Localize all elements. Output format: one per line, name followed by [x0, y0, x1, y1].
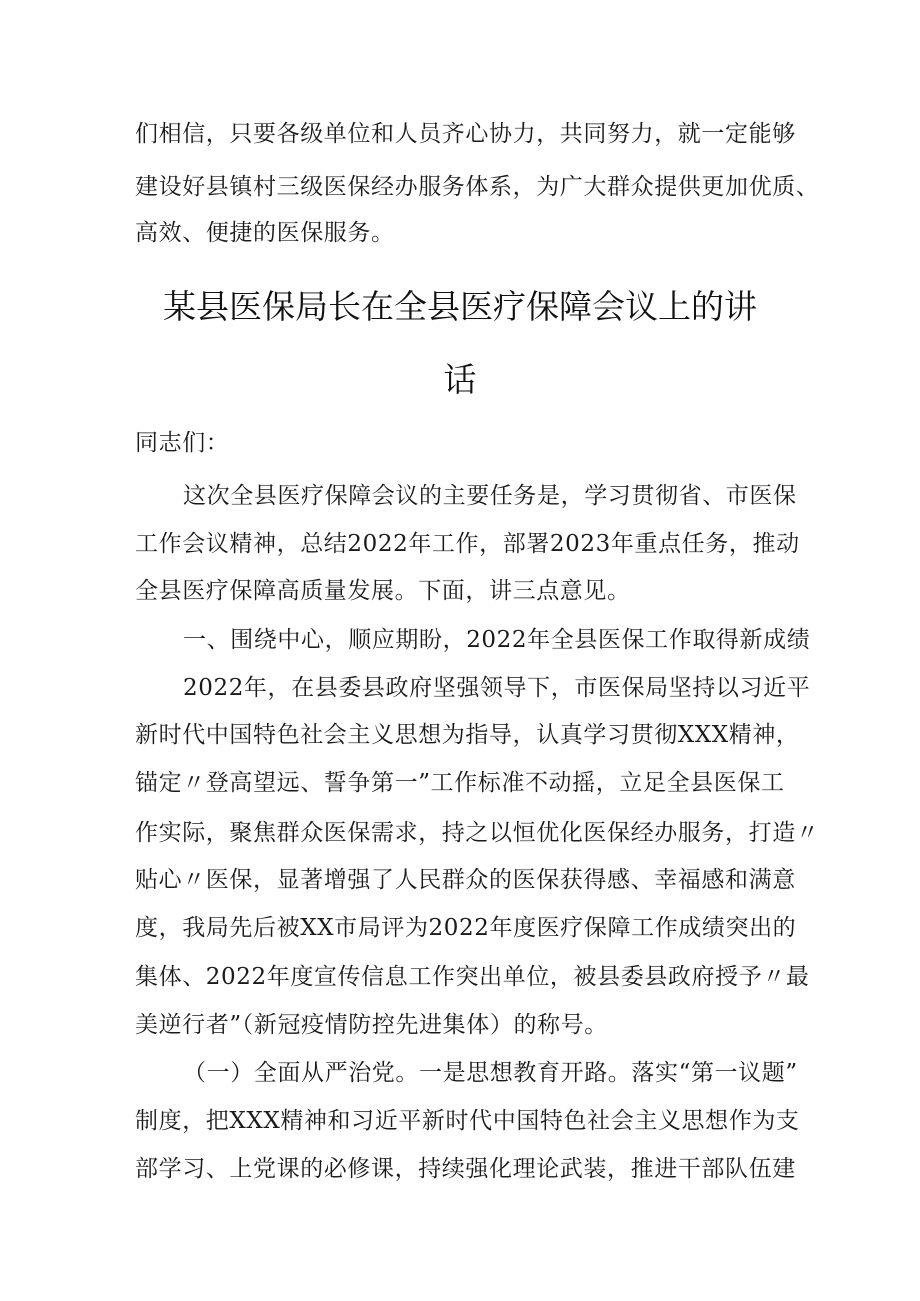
intro-line-2: 建设好县镇村三级医保经办服务体系，为广大群众提供更加优质、 [135, 174, 820, 200]
intro-line-3: 高效、便捷的医保服务。 [135, 220, 395, 246]
para1-line-1: 这次全县医疗保障会议的主要任务是，学习贯彻省、市医保 [183, 483, 797, 509]
document-title-line-1: 某县医保局长在全县医疗保障会议上的讲 [163, 287, 757, 326]
para2-line-1: 2022年，在县委县政府坚强领导下，市医保局坚持以习近平 [183, 675, 811, 701]
para3-line-2: 制度，把XXX精神和习近平新时代中国特色社会主义思想作为支 [135, 1108, 800, 1134]
para2-line-5: 贴心〃医保，显著增强了人民群众的医保获得感、幸福感和满意 [135, 867, 796, 893]
para2-line-7: 集体、2022年度宣传信息工作突出单位，被县委县政府授予〃最 [135, 964, 810, 990]
para2-line-6: 度，我局先后被XX市局评为2022年度医疗保障工作成绩突出的 [135, 915, 797, 941]
para1-line-2: 工作会议精神，总结2022年工作，部署2023年重点任务，推动 [135, 531, 800, 557]
para2-line-2: 新时代中国特色社会主义思想为指导，认真学习贯彻XXX精神， [135, 722, 800, 748]
para2-line-3: 锚定〃登高望远、誓争第一”工作标准不动摇，立足全县医保工 [135, 770, 785, 796]
para1-line-3: 全县医疗保障高质量发展。下面，讲三点意见。 [135, 578, 631, 604]
para3-line-3: 部学习、上党课的必修课，持续强化理论武装，推进干部队伍建 [135, 1156, 796, 1182]
intro-line-1: 们相信，只要各级单位和人员齐心协力，共同努力，就一定能够 [135, 121, 796, 147]
para2-line-4: 作实际，聚焦群众医保需求，持之以恒优化医保经办服务，打造〃 [135, 820, 820, 846]
document-title-line-2: 话 [443, 360, 477, 399]
para3-line-1: （一）全面从严治党。一是思想教育开路。落实“第一议题” [183, 1060, 798, 1086]
para2-line-8: 美逆行者”（新冠疫情防控先进集体）的称号。 [135, 1012, 608, 1038]
section1-heading: 一、围绕中心，顺应期盼，2022年全县医保工作取得新成绩 [183, 627, 811, 653]
salutation: 同志们： [135, 430, 230, 456]
